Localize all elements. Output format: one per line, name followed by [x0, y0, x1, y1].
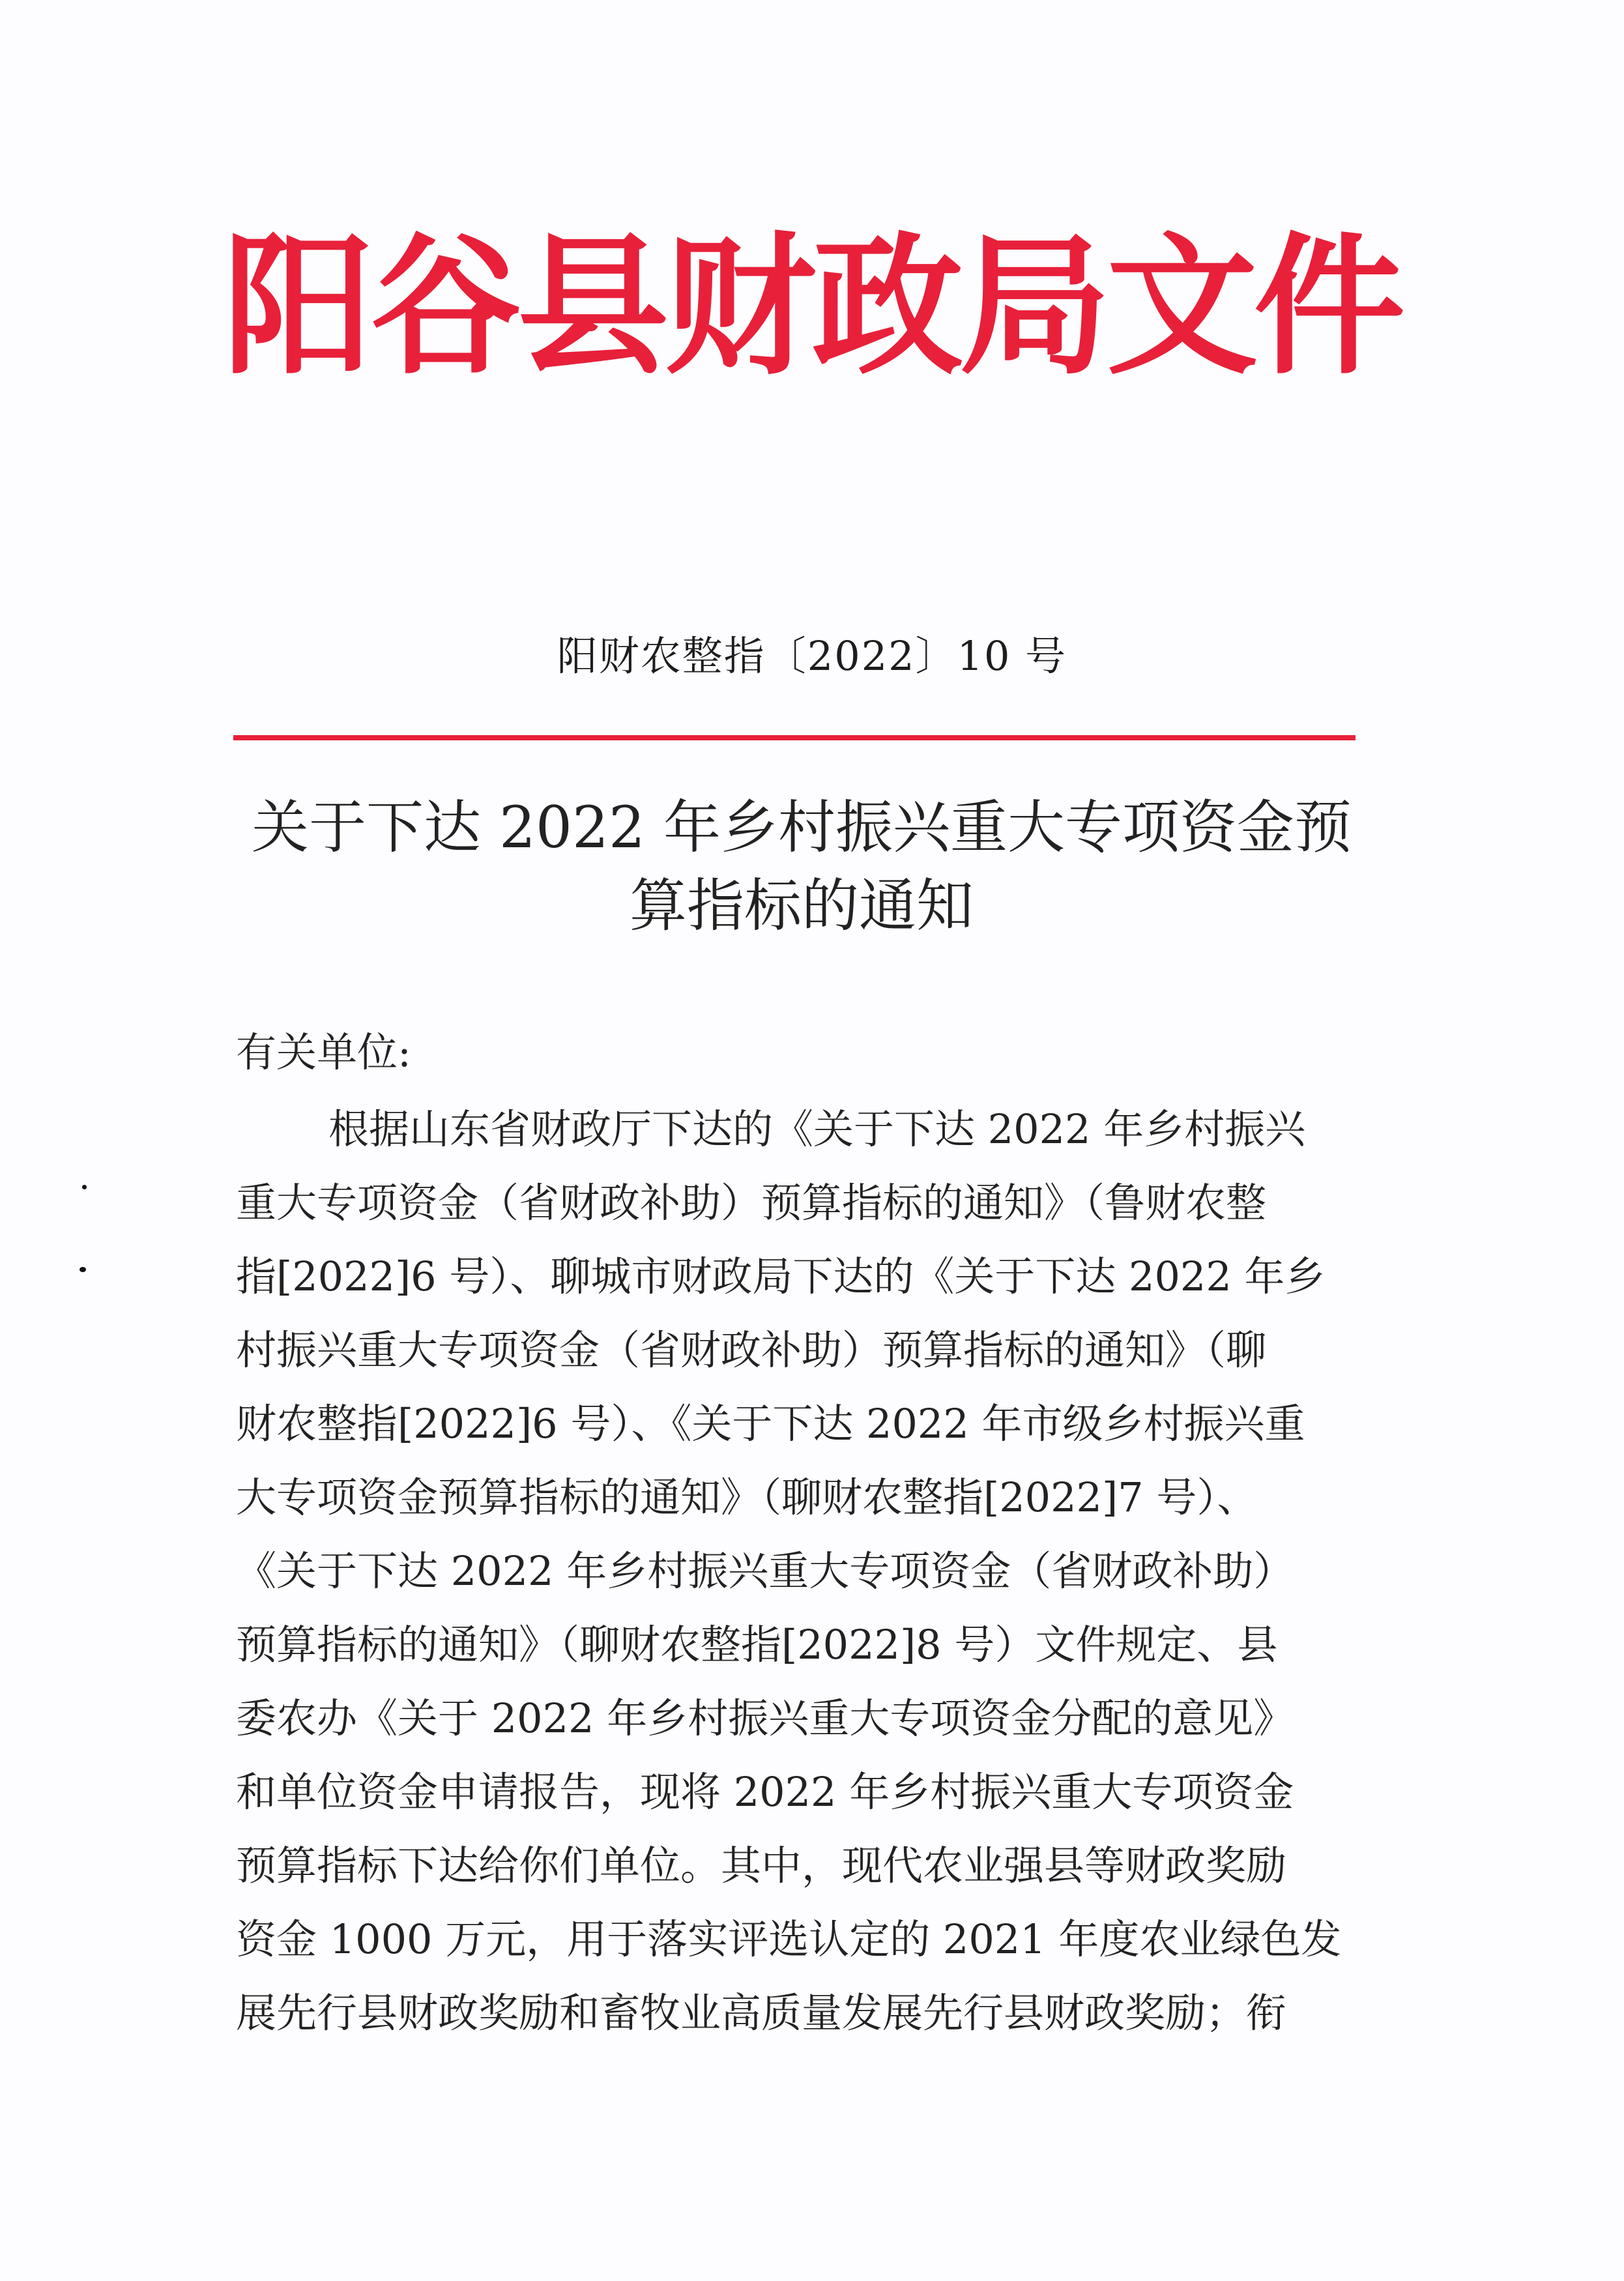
scan-speck [80, 1267, 86, 1272]
scan-speck [82, 1185, 87, 1189]
body-paragraph [236, 1092, 1370, 2050]
red-divider-rule [233, 735, 1356, 740]
notice-title-line-2: 算指标的通知 [629, 872, 974, 939]
body-line: 展先行县财政奖励和畜牧业高质量发展先行县财政奖励；衔 [236, 1989, 1287, 2037]
masthead-title: 阳谷县财政局文件 [222, 217, 1401, 395]
body-line: 资金 1000 万元，用于落实评选认定的 2021 年度农业绿色发 [236, 1915, 1342, 1963]
body-line: 指[2022]6 号）、聊城市财政局下达的《关于下达 2022 年乡 [236, 1253, 1326, 1300]
notice-title [215, 789, 1388, 945]
body-line: 预算指标下达给你们单位。其中，现代农业强县等财政奖励 [236, 1842, 1287, 1889]
document-number: 阳财农整指〔2022〕10 号 [557, 632, 1067, 680]
body-line: 根据山东省财政厅下达的《关于下达 2022 年乡村振兴 [328, 1105, 1306, 1153]
body-line: 和单位资金申请报告，现将 2022 年乡村振兴重大专项资金 [236, 1768, 1294, 1816]
body-line: 《关于下达 2022 年乡村振兴重大专项资金（省财政补助） [236, 1547, 1294, 1595]
body-line: 大专项资金预算指标的通知》（聊财农整指[2022]7 号）、 [236, 1474, 1258, 1521]
salutation: 有关单位: [236, 1028, 411, 1076]
notice-title-line-1: 关于下达 2022 年乡村振兴重大专项资金预 [252, 794, 1352, 861]
body-line: 委农办《关于 2022 年乡村振兴重大专项资金分配的意见》 [236, 1694, 1294, 1742]
body-line: 村振兴重大专项资金（省财政补助）预算指标的通知》（聊 [236, 1326, 1267, 1374]
body-line: 重大专项资金（省财政补助）预算指标的通知》（鲁财农整 [236, 1179, 1267, 1227]
body-line: 财农整指[2022]6 号）、《关于下达 2022 年市级乡村振兴重 [236, 1400, 1305, 1447]
body-line: 预算指标的通知》（聊财农整指[2022]8 号）文件规定、县 [236, 1621, 1278, 1668]
